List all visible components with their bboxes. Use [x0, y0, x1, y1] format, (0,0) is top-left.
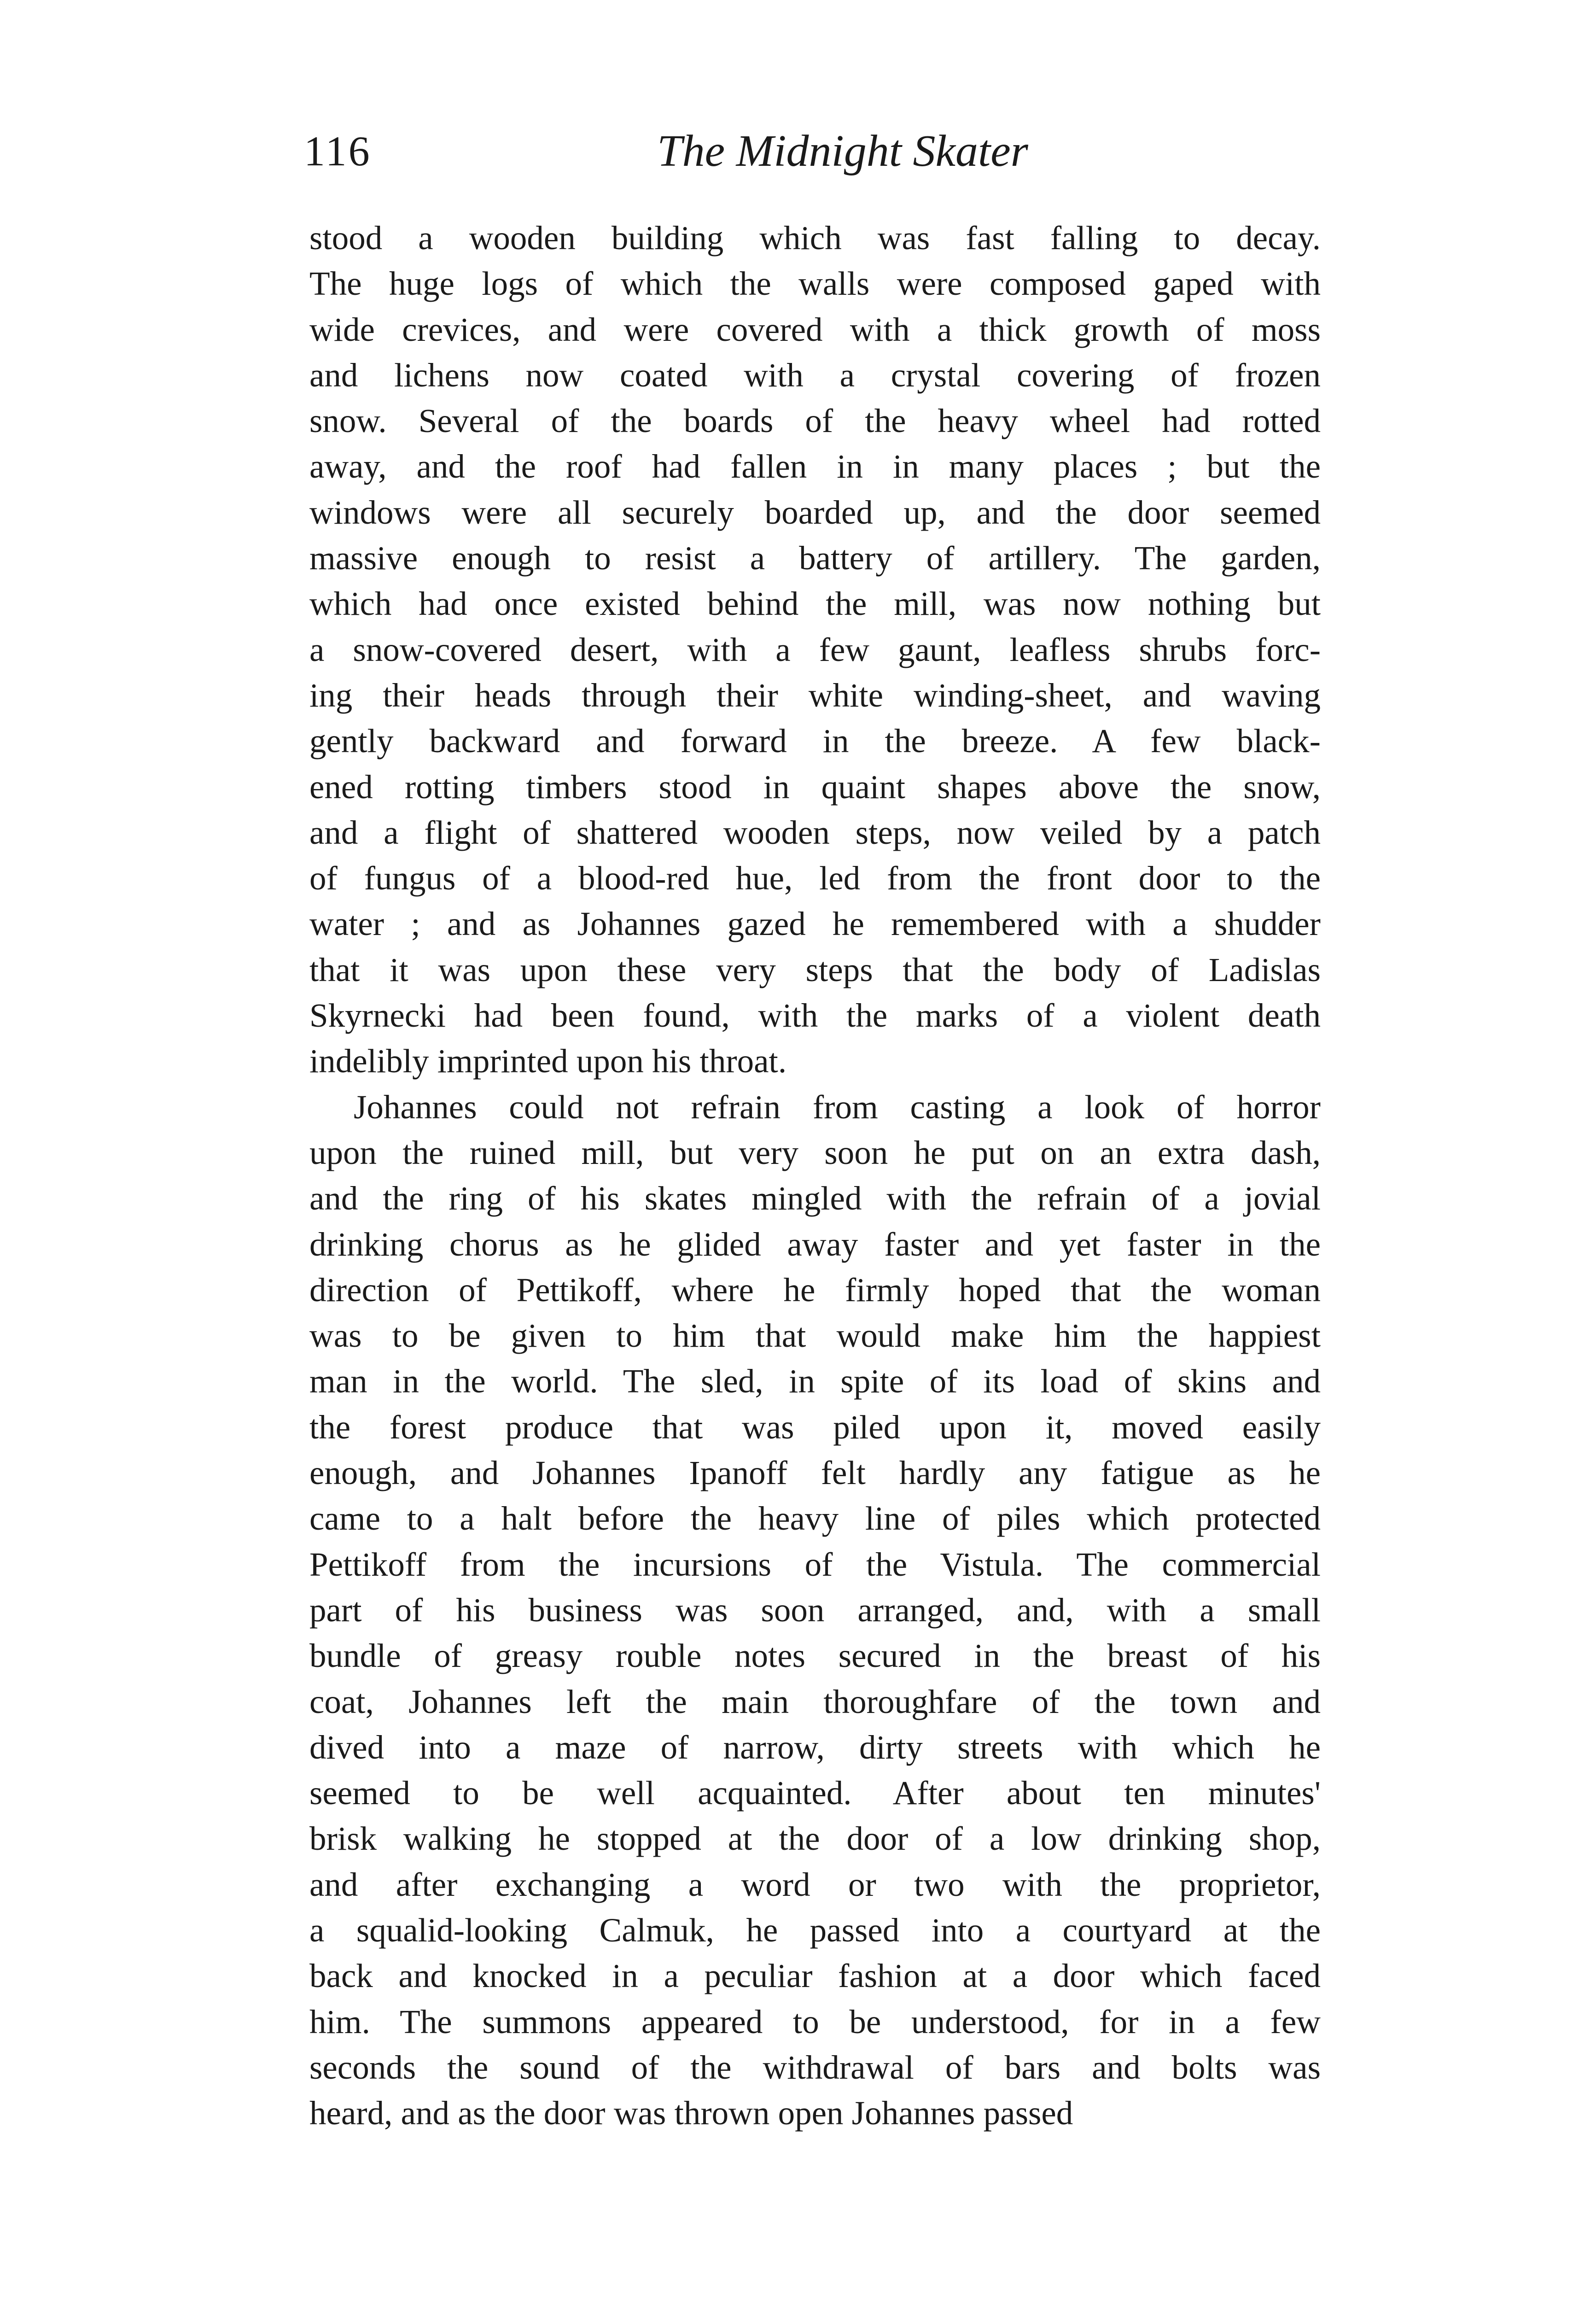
text-line: and after exchanging a word or two with the proprietor,	[309, 1865, 1321, 1903]
text-line: ened rotting timbers stood in quaint shapes above the snow,	[309, 768, 1321, 806]
text-line: Skyrnecki had been found, with the marks of a violent death	[309, 997, 1321, 1035]
text-line: bundle of greasy rouble notes secured in the breast of his	[309, 1637, 1321, 1675]
text-line: Pettikoff from the incursions of the Vistula. The commercial	[309, 1545, 1321, 1583]
text-line: brisk walking he stopped at the door of a low drinking shop,	[309, 1820, 1321, 1858]
text-line: coat, Johannes left the main thoroughfare of the town and	[309, 1683, 1321, 1720]
text-line: water ; and as Johannes gazed he remembered with a shudder	[309, 905, 1321, 943]
text-line: man in the world. The sled, in spite of its load of skins and	[309, 1362, 1321, 1400]
text-line: was to be given to him that would make him the happiest	[309, 1317, 1321, 1355]
text-line: a squalid-looking Calmuk, he passed into a courtyard at the	[309, 1911, 1321, 1949]
text-line: wide crevices, and were covered with a thick growth of moss	[309, 310, 1321, 348]
text-line: back and knocked in a peculiar fashion at a door which faced	[309, 1957, 1321, 1995]
text-line: Johannes could not refrain from casting a look of horror	[354, 1088, 1321, 1126]
text-line: seconds the sound of the withdrawal of bars and bolts was	[309, 2048, 1321, 2086]
text-line: massive enough to resist a battery of artillery. The garden,	[309, 539, 1321, 577]
text-line: upon the ruined mill, but very soon he put on an extra dash,	[309, 1134, 1321, 1171]
paragraph	[309, 1084, 1321, 2136]
text-line: dived into a maze of narrow, dirty streets with which he	[309, 1728, 1321, 1766]
text-line: a snow-covered desert, with a few gaunt, leafless shrubs forc-	[309, 631, 1321, 668]
text-line: away, and the roof had fallen in in many places ; but the	[309, 448, 1321, 485]
text-line: which had once existed behind the mill, was now nothing but	[309, 585, 1321, 623]
text-line: and the ring of his skates mingled with the refrain of a jovial	[309, 1180, 1321, 1217]
text-line: came to a halt before the heavy line of piles which protected	[309, 1500, 1321, 1537]
text-line: him. The summons appeared to be understood, for in a few	[309, 2003, 1321, 2040]
text-line: that it was upon these very steps that the body of Ladislas	[309, 951, 1321, 988]
running-title: The Midnight Skater	[657, 126, 1028, 176]
text-line: direction of Pettikoff, where he firmly hoped that the woman	[309, 1271, 1321, 1309]
text-line: heard, and as the door was thrown open Johannes passed	[309, 2094, 1073, 2132]
body-text	[309, 215, 1321, 2136]
text-line: and lichens now coated with a crystal covering of frozen	[309, 356, 1321, 394]
page-header	[304, 114, 1322, 188]
text-line: stood a wooden building which was fast falling to decay.	[309, 219, 1321, 257]
text-line: The huge logs of which the walls were composed gaped with	[309, 265, 1321, 303]
text-line: drinking chorus as he glided away faster and yet faster in the	[309, 1225, 1321, 1263]
text-line: enough, and Johannes Ipanoff felt hardly any fatigue as he	[309, 1454, 1321, 1492]
text-line: gently backward and forward in the breeze. A few black-	[309, 722, 1321, 760]
text-line: part of his business was soon arranged, and, with a small	[309, 1591, 1321, 1629]
text-line: indelibly imprinted upon his throat.	[309, 1042, 787, 1080]
text-line: snow. Several of the boards of the heavy wheel had rotted	[309, 402, 1321, 440]
text-line: and a flight of shattered wooden steps, now veiled by a patch	[309, 813, 1321, 851]
text-line: ing their heads through their white winding-sheet, and waving	[309, 676, 1321, 714]
paragraph	[309, 215, 1321, 1084]
text-line: of fungus of a blood-red hue, led from the front door to the	[309, 859, 1321, 897]
page-number: 116	[304, 128, 372, 175]
text-line: the forest produce that was piled upon it, moved easily	[309, 1408, 1321, 1446]
text-line: windows were all securely boarded up, and the door seemed	[309, 493, 1321, 531]
text-line: seemed to be well acquainted. After about ten minutes'	[309, 1774, 1321, 1812]
